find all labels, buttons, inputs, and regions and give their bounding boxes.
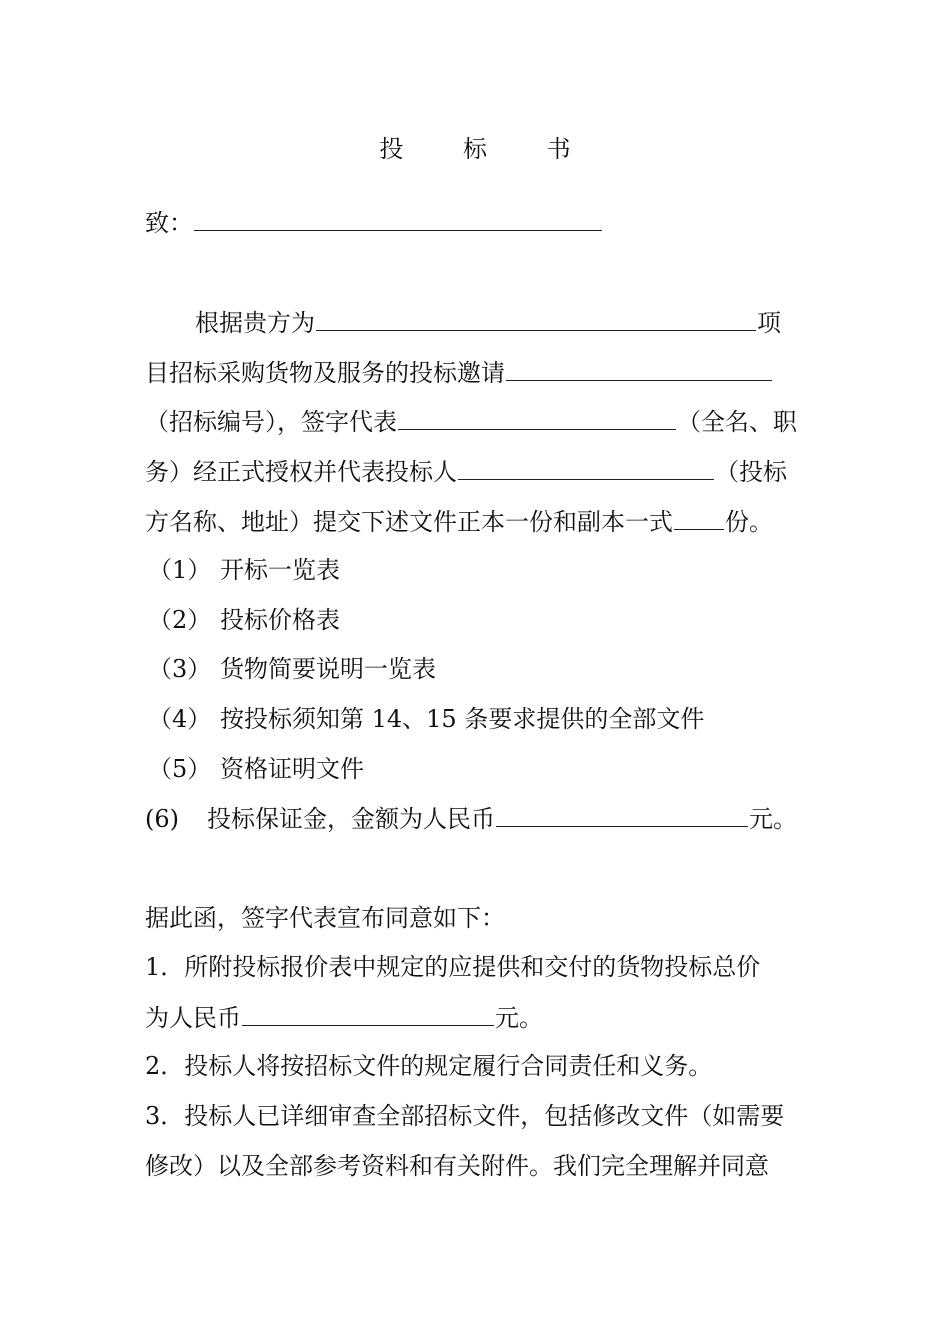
para1-line3	[145, 405, 797, 438]
addressee-label: 致：	[145, 209, 193, 237]
list-item-number: （4）	[148, 705, 212, 733]
para1-text: （招标编号），签字代表	[145, 408, 397, 436]
para1-line4	[145, 455, 787, 488]
list-item-text: 元。	[749, 805, 797, 833]
list-item-number: (6)	[145, 805, 179, 833]
deposit-amount-blank[interactable]	[496, 802, 748, 827]
para1-text: 项	[757, 309, 781, 337]
clause-1-line1: 1．所附投标报价表中规定的应提供和交付的货物投标总价	[145, 953, 761, 981]
list-item-text: 货物简要说明一览表	[220, 655, 436, 683]
list-item	[148, 653, 436, 685]
signatory-blank[interactable]	[398, 405, 676, 430]
para1-line2	[145, 356, 773, 389]
copies-blank[interactable]	[674, 505, 724, 530]
list-item-text: 资格证明文件	[220, 755, 364, 783]
list-item	[148, 703, 704, 735]
clause-3-line1: 3．投标人已详细审查全部招标文件，包括修改文件（如需要	[145, 1102, 785, 1130]
clause-1-line2	[145, 1001, 543, 1034]
list-item-number: （1）	[148, 556, 212, 584]
list-item	[148, 554, 340, 586]
para1-text: 方名称、地址）提交下述文件正本一份和副本一式	[145, 508, 673, 536]
addressee-line	[145, 206, 603, 239]
para1-text: 务）经正式授权并代表投标人	[145, 458, 457, 486]
list-item	[148, 604, 340, 636]
para1-text: 根据贵方为	[195, 309, 315, 337]
clause-text: 为人民币	[145, 1004, 241, 1032]
list-item-text: 投标价格表	[220, 606, 340, 634]
list-item-text: 开标一览表	[220, 556, 340, 584]
list-item-text: 按投标须知第 14、15 条要求提供的全部文件	[220, 705, 705, 733]
list-item-number: （5）	[148, 755, 212, 783]
bidder-blank[interactable]	[458, 455, 714, 480]
document-title: 投 标 书	[379, 135, 597, 163]
para1-text: 目招标采购货物及服务的投标邀请	[145, 359, 505, 387]
list-item-deposit	[145, 802, 797, 835]
list-item	[148, 753, 364, 785]
project-name-blank[interactable]	[316, 306, 756, 331]
para1-text: （投标	[715, 458, 787, 486]
para2-intro: 据此函，签字代表宣布同意如下：	[145, 904, 505, 932]
total-price-blank[interactable]	[242, 1001, 494, 1026]
clause-2: 2．投标人将按招标文件的规定履行合同责任和义务。	[145, 1052, 713, 1080]
para1-text: 份。	[725, 508, 773, 536]
clause-text: 元。	[495, 1004, 543, 1032]
para1-line1	[195, 306, 781, 339]
list-item-number: （3）	[148, 655, 212, 683]
tender-number-blank[interactable]	[506, 356, 772, 381]
para1-text: （全名、职	[677, 408, 797, 436]
para1-line5	[145, 505, 773, 538]
list-item-text: 投标保证金，金额为人民币	[207, 805, 495, 833]
list-item-number: （2）	[148, 606, 212, 634]
clause-3-line2: 修改）以及全部参考资料和有关附件。我们完全理解并同意	[145, 1152, 769, 1180]
addressee-blank[interactable]	[194, 206, 602, 231]
